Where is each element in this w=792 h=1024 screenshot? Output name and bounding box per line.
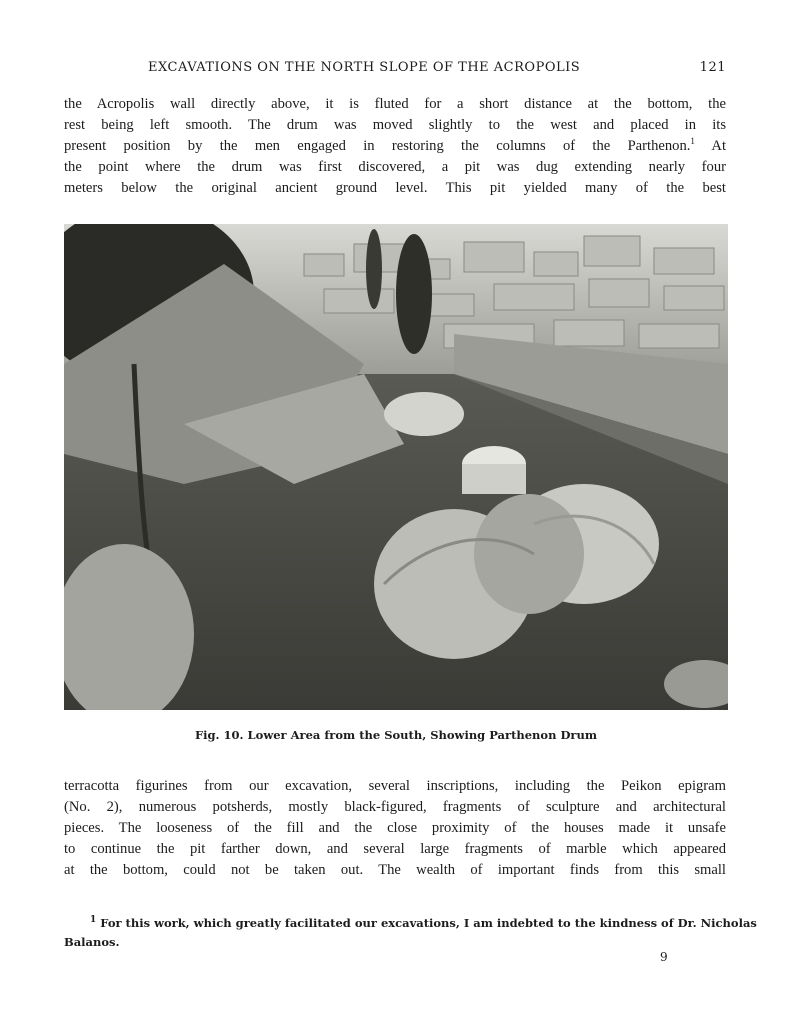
- figure-caption: Fig. 10. Lower Area from the South, Showing Parthenon Drum: [194, 728, 598, 742]
- running-title: EXCAVATIONS ON THE NORTH SLOPE OF THE ACROPOLIS: [148, 60, 581, 75]
- figure-photograph: [64, 224, 728, 710]
- signature-mark: 9: [660, 950, 668, 964]
- text-line-part: present position by the men engaged in restoring the columns of the Parthenon.: [64, 138, 691, 154]
- text-line: rest being left smooth. The drum was moved slightly to the west and placed in its: [64, 117, 726, 133]
- paragraph-2: [64, 776, 726, 881]
- text-line: pieces. The looseness of the fill and the close proximity of the houses made it unsafe: [64, 820, 726, 836]
- text-line: the Acropolis wall directly above, it is fluted for a short distance at the bottom, the: [64, 96, 726, 112]
- text-line: at the bottom, could not be taken out. The wealth of important finds from this small: [64, 862, 726, 878]
- footnote-line: [64, 914, 757, 933]
- text-line: meters below the original ancient ground level. This pit yielded many of the best: [64, 180, 726, 196]
- page-number: 121: [699, 60, 726, 75]
- footnote: [64, 914, 757, 952]
- text-line: (No. 2), numerous potsherds, mostly black-figured, fragments of sculpture and architectural: [64, 799, 726, 815]
- text-line: to continue the pit farther down, and several large fragments of marble which appeared: [64, 841, 726, 857]
- footnote-text: For this work, which greatly facilitated our excavations, I am indebted to the kindness of Dr. Nicholas: [100, 916, 757, 930]
- paragraph-1: [64, 94, 726, 199]
- footnote-ref[interactable]: 1: [690, 136, 695, 147]
- text-line: the point where the drum was first discovered, a pit was dug extending nearly four: [64, 159, 726, 175]
- running-head: [64, 60, 726, 80]
- text-line-part: At: [711, 138, 726, 154]
- footnote-line: Balanos.: [64, 935, 120, 949]
- photo-illustration: [64, 224, 728, 710]
- text-line: terracotta figurines from our excavation, several inscriptions, including the Peikon epigram: [64, 778, 726, 794]
- text-line: [64, 136, 726, 157]
- footnote-marker: 1: [90, 915, 97, 926]
